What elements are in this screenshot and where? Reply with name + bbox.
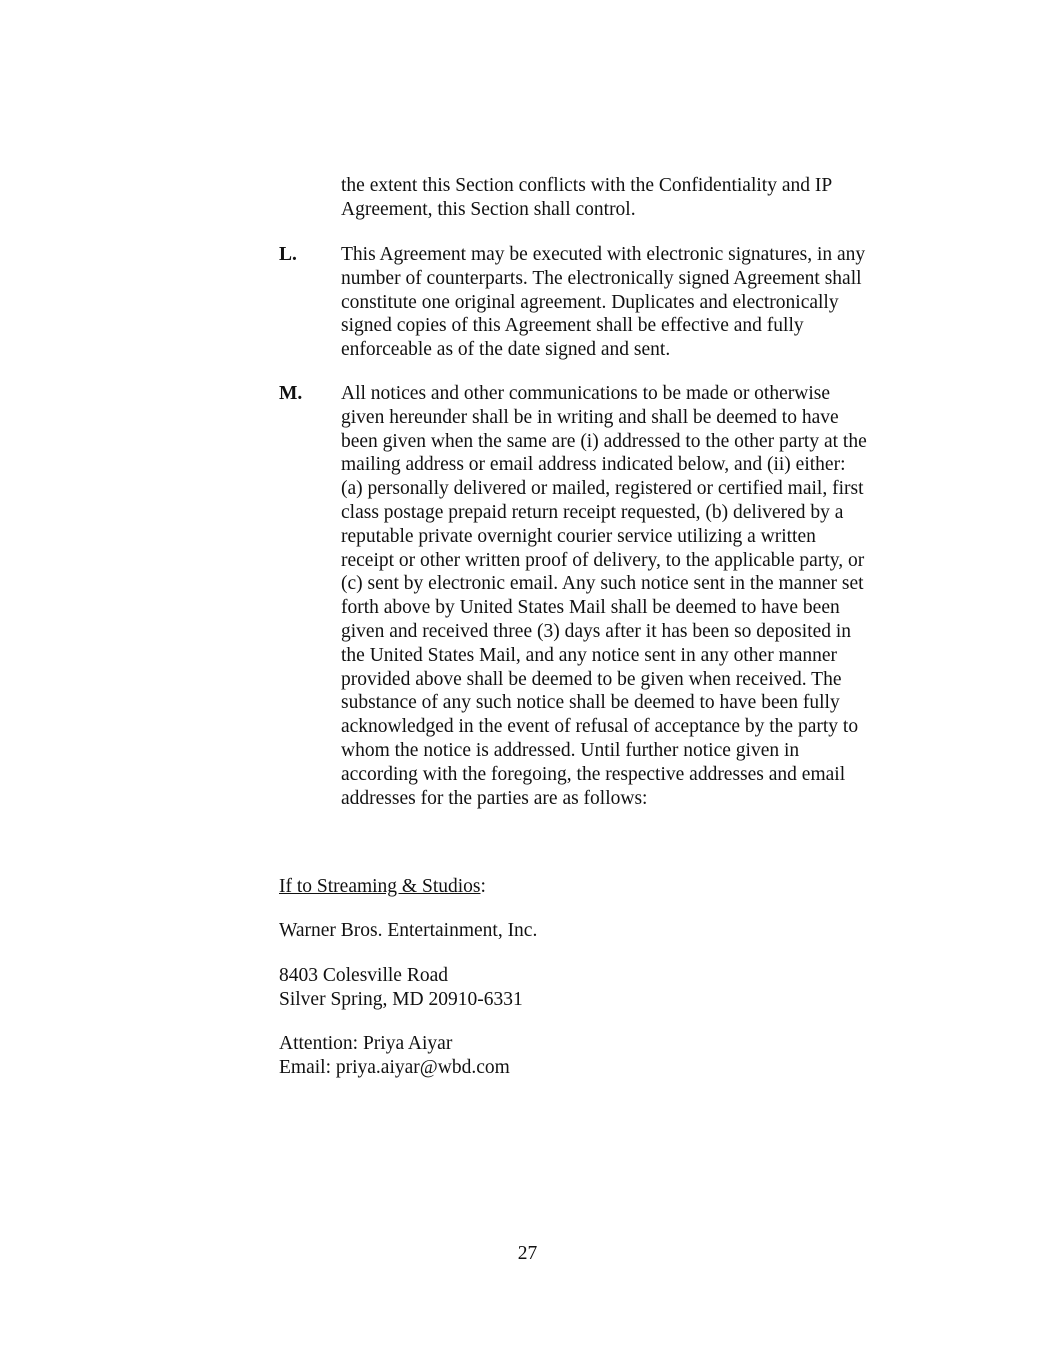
paragraph-line: addresses for the parties are as follows:: [341, 787, 648, 809]
paragraph-line: mailing address or email address indicated below, and (ii) either:: [341, 454, 846, 476]
paragraph-line: All notices and other communications to be made or otherwise: [341, 383, 830, 404]
clause-label: M.: [279, 383, 303, 404]
paragraph-line: class postage prepaid return receipt requested, (b) delivered by a: [341, 501, 844, 523]
clause-body: [341, 382, 921, 810]
page-number: 27: [517, 1243, 538, 1264]
notice-heading: [279, 875, 879, 899]
paragraph-line: acknowledged in the event of refusal of acceptance by the party to: [341, 716, 859, 738]
clause-body: [341, 243, 921, 362]
paragraph-line: the United States Mail, and any notice sent in any other manner: [341, 644, 838, 666]
paragraph-line: been given when the same are (i) addressed to the other party at the: [341, 430, 867, 452]
notice-heading-colon: :: [480, 876, 486, 897]
paragraph-line: number of counterparts. The electronically signed Agreement shall: [341, 267, 862, 289]
paragraph-line: (a) personally delivered or mailed, registered or certified mail, first: [341, 478, 864, 500]
paragraph-line: whom the notice is addressed. Until further notice given in: [341, 739, 800, 761]
paragraph-line: reputable private overnight courier service utilizing a written: [341, 525, 816, 547]
email-line: Email: priya.aiyar@wbd.com: [279, 1056, 510, 1078]
paragraph-line: This Agreement may be executed with electronic signatures, in any: [341, 244, 866, 265]
city-state-zip: Silver Spring, MD 20910-6331: [279, 988, 523, 1010]
notice-heading-text: If to Streaming & Studios: [279, 876, 481, 897]
notice-address: [279, 964, 879, 1012]
paragraph-line: (c) sent by electronic email. Any such notice sent in the manner set: [341, 573, 864, 595]
notice-contact: [279, 1032, 879, 1080]
paragraph-line: given hereunder shall be in writing and shall be deemed to have: [341, 406, 839, 428]
section-continuation-paragraph: [341, 174, 921, 222]
paragraph-line: receipt or other written proof of delivery, to the applicable party, or: [341, 549, 865, 571]
paragraph-line: given and received three (3) days after it has been so deposited in: [341, 620, 852, 642]
paragraph-line: substance of any such notice shall be deemed to have been fully: [341, 692, 840, 714]
attention-line: Attention: Priya Aiyar: [279, 1033, 453, 1054]
paragraph-line: forth above by United States Mail shall be deemed to have been: [341, 597, 840, 619]
paragraph-line: signed copies of this Agreement shall be effective and fully: [341, 315, 804, 337]
street-address: 8403 Colesville Road: [279, 965, 448, 986]
notice-company: [279, 919, 879, 943]
paragraph-line: according with the foregoing, the respective addresses and email: [341, 763, 846, 785]
paragraph-line: provided above shall be deemed to be given when received. The: [341, 668, 842, 690]
paragraph-line: enforceable as of the date signed and sent.: [341, 339, 671, 361]
company-name: Warner Bros. Entertainment, Inc.: [279, 920, 538, 941]
paragraph-line: Agreement, this Section shall control.: [341, 198, 636, 220]
paragraph-line: constitute one original agreement. Duplicates and electronically: [341, 291, 839, 313]
paragraph-line: the extent this Section conflicts with the Confidentiality and IP: [341, 175, 833, 196]
clause-label: L.: [279, 244, 297, 265]
